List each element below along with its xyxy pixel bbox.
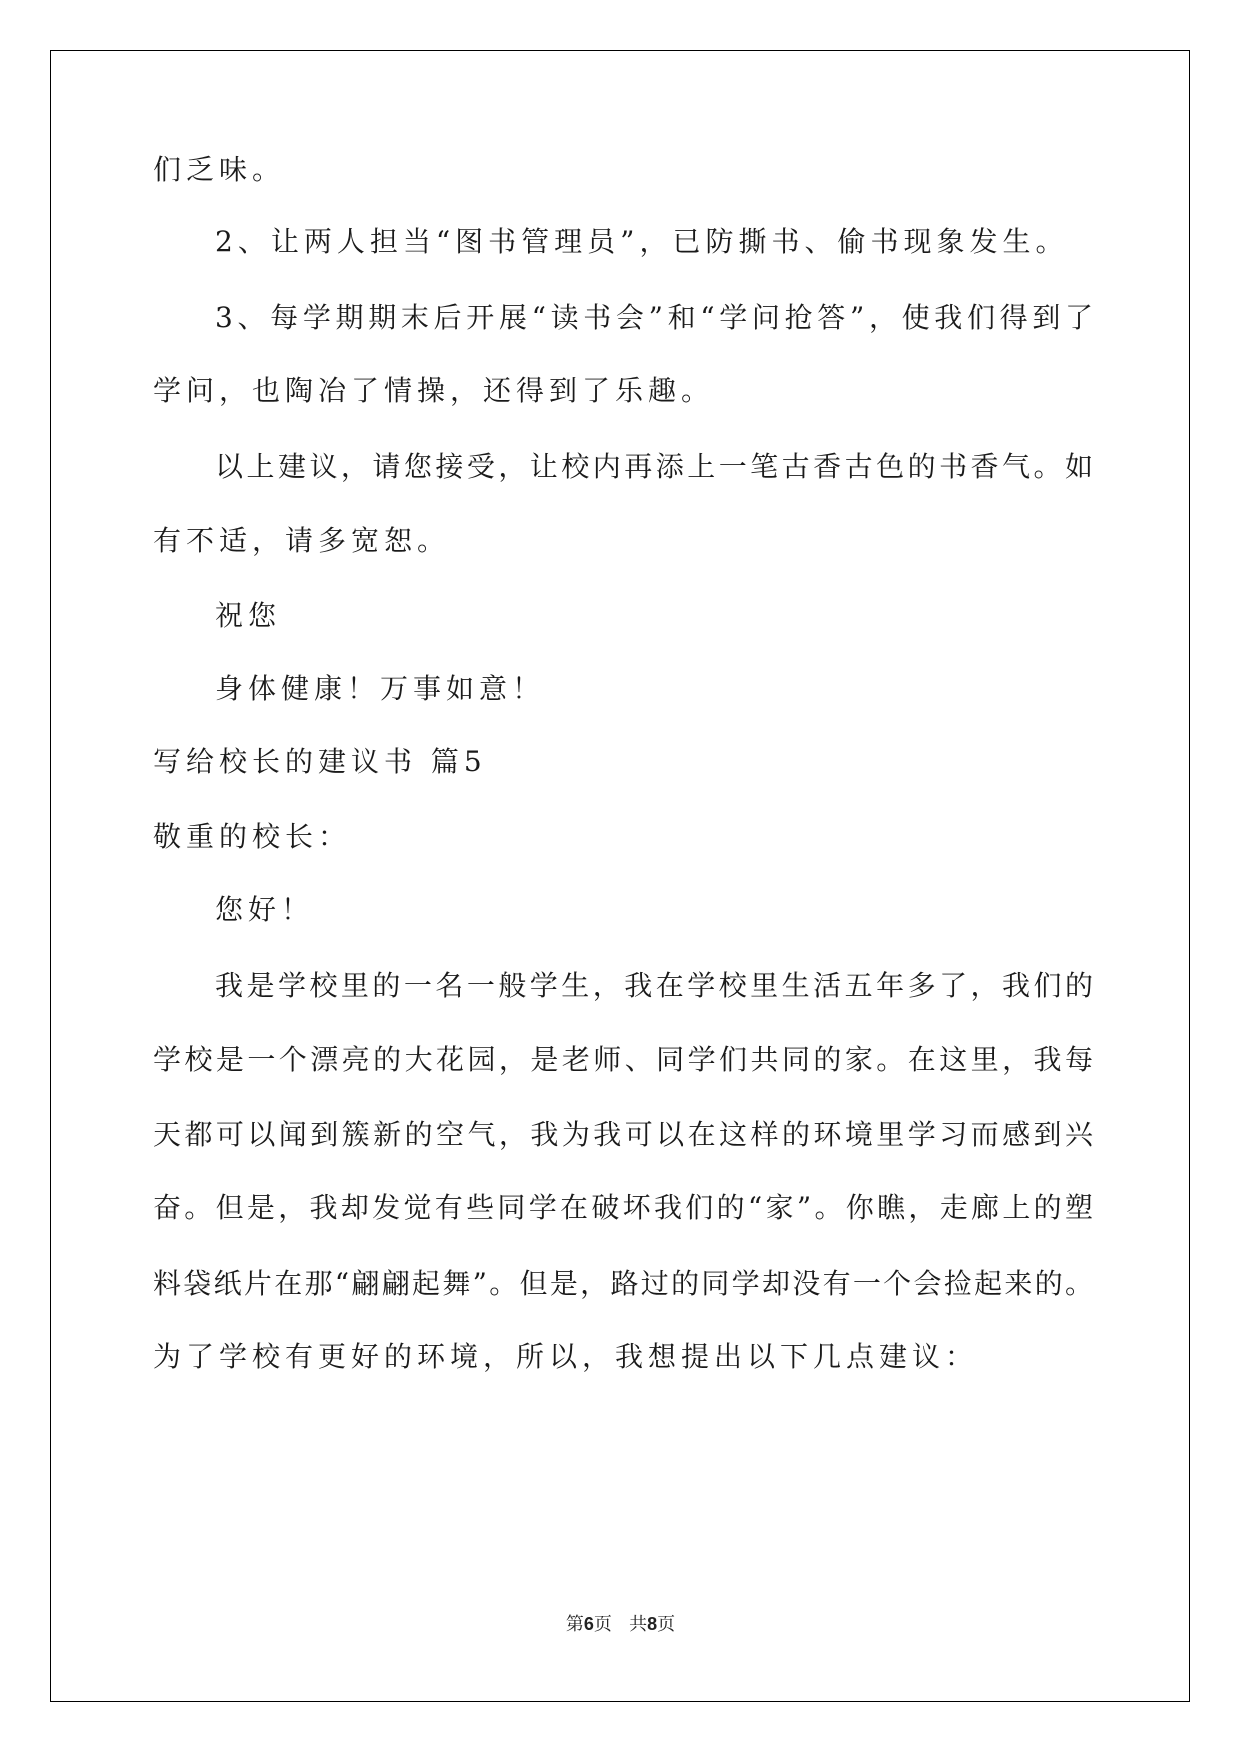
- text-line: 料袋纸片在那“翩翩起舞”。但是，路过的同学却没有一个会捡起来的。: [153, 1267, 1093, 1300]
- text-line: 3、每学期期末后开展“读书会”和“学问抢答”，使我们得到了: [215, 301, 1093, 334]
- text-line: 我是学校里的一名一般学生，我在学校里生活五年多了，我们的: [215, 969, 1093, 1002]
- text-line: 以上建议，请您接受，让校内再添上一笔古香古色的书香气。如: [215, 450, 1093, 483]
- page-footer: [0, 1610, 1241, 1636]
- salutation: 敬重的校长：: [153, 820, 352, 853]
- footer-suffix: 页: [657, 1614, 676, 1635]
- text-line: 祝您: [215, 599, 282, 632]
- text-line: 学校是一个漂亮的大花园，是老师、同学们共同的家。在这里，我每: [153, 1043, 1093, 1076]
- text-line: 为了学校有更好的环境，所以，我想提出以下几点建议：: [153, 1340, 979, 1373]
- text-line: 2、让两人担当“图书管理员”，已防撕书、偷书现象发生。: [215, 225, 1069, 258]
- text-line: 奋。但是，我却发觉有些同学在破坏我们的“家”。你瞧，走廊上的塑: [153, 1191, 1093, 1224]
- text-line: 身体健康！万事如意！: [215, 672, 546, 705]
- footer-total-pages: 8: [647, 1614, 658, 1634]
- text-line: 有不适，请多宽恕。: [153, 524, 451, 557]
- greeting: 您好！: [215, 893, 315, 926]
- footer-mid: 页 共: [593, 1614, 648, 1635]
- text-line: 学问，也陶冶了情操，还得到了乐趣。: [153, 374, 715, 407]
- text-line: 们乏味。: [153, 153, 286, 186]
- section-heading: 写给校长的建议书 篇5: [153, 745, 487, 778]
- footer-page-number: 6: [583, 1614, 594, 1634]
- text-line: 天都可以闻到簇新的空气，我为我可以在这样的环境里学习而感到兴: [153, 1118, 1093, 1151]
- footer-prefix: 第: [565, 1614, 584, 1635]
